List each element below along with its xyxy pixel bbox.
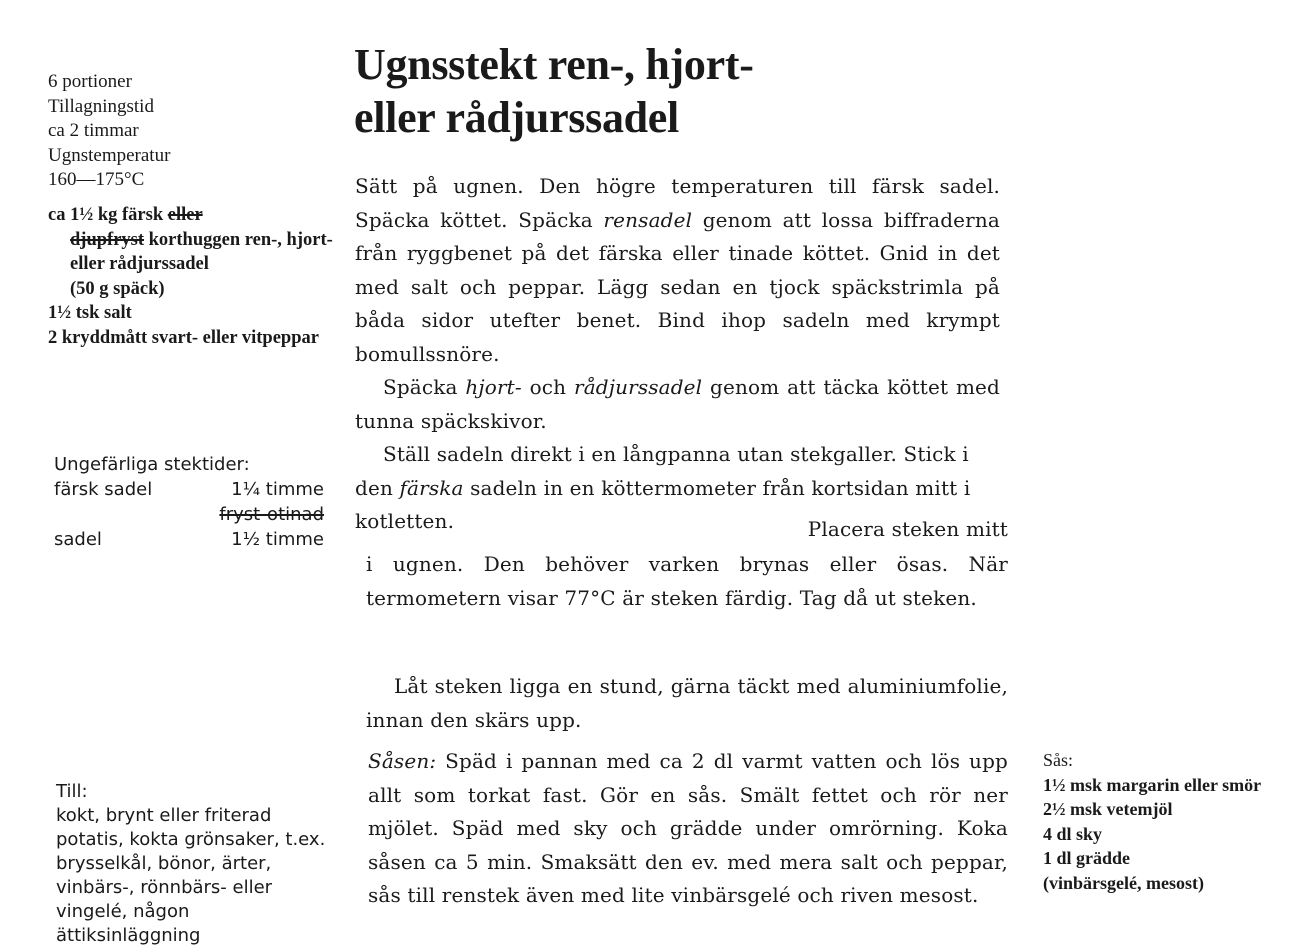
time-label: Tillagningstid xyxy=(48,95,154,117)
sauce-item: 2½ msk vetemjöl xyxy=(1043,799,1173,819)
time-value: ca 2 timmar xyxy=(48,120,139,141)
serve-with xyxy=(56,780,336,948)
ingredients-list xyxy=(48,203,333,350)
struck-text: eller xyxy=(167,205,203,225)
oven-label: Ugnstemperatur xyxy=(48,144,171,166)
time-row: sadel 1½ timme xyxy=(54,529,324,550)
ingredient-meat: ca 1½ kg färsk eller djupfryst korthuggen ren-, hjort- eller rådjurssadel xyxy=(48,205,333,274)
paragraph-rest: Låt steken ligga en stund, gärna täckt med aluminiumfolie, innan den skärs upp. xyxy=(366,674,1008,732)
oven-value: 160—175°C xyxy=(48,169,145,190)
sauce-item: 1 dl grädde xyxy=(1043,848,1131,868)
ingredient-salt: 1½ tsk salt xyxy=(48,303,132,323)
sauce-ingredients xyxy=(1043,748,1293,895)
paragraph-thermometer: Ställ sadeln direkt i en långpanna utan stekgaller. Stick i den färska sadeln in en köttermometer från kortsidan mitt i kotletten. xyxy=(355,442,971,533)
sauce-heading: Sås: xyxy=(1043,750,1074,770)
time-row xyxy=(54,502,324,527)
serve-text: kokt, brynt eller friterad potatis, kokta grönsaker, t.ex. brysselkål, bönor, ärter, vinbärs-, rönnbärs- eller vingelé, någon ättiksinläggning xyxy=(56,805,326,946)
sauce-item: 4 dl sky xyxy=(1043,823,1103,844)
paragraph-oven: i ugnen. Den behöver varken brynas eller ösas. När termometern visar 77°C är steken färdig. Tag då ut steken. xyxy=(366,552,1008,610)
paragraph-preparation: Sätt på ugnen. Den högre temperaturen till färsk sadel. Späcka köttet. Späcka rensadel genom att lossa biffraderna från ryggbenet på det färska eller tinade köttet. Gnid in det med salt och peppar. Lägg sedan en tjock späckstrimla på båda sidor utefter benet. Bind ihop sadeln med krympt bomullssnöre. Späcka hjort- och rådjurssadel genom att täcka köttet med tunna späckskivor. xyxy=(355,174,1000,433)
struck-text: djupfryst xyxy=(70,229,145,250)
sauce-item: 1½ msk margarin eller smör xyxy=(1043,774,1262,795)
paragraph-place-start: Placera steken mitt xyxy=(807,517,1008,541)
roasting-times xyxy=(54,452,339,552)
paragraph-sauce: Såsen: Späd i pannan med ca 2 dl varmt vatten och lös upp allt som torkat fast. Gör en sås. Smält fettet och rör ner mjölet. Späd med sky och grädde under omrörning. Koka såsen ca 5 min. Smaksätt den ev. med mera salt och peppar, sås till renstek även med lite vinbärsgelé och riven mesost. xyxy=(368,749,1008,907)
time-row: färsk sadel 1¼ timme xyxy=(54,479,324,500)
sauce-item: (vinbärsgelé, mesost) xyxy=(1043,872,1204,893)
struck-text: fryst-otinad xyxy=(219,504,324,525)
ingredient-lard: (50 g späck) xyxy=(70,278,165,299)
servings: 6 portioner xyxy=(48,71,132,92)
times-heading: Ungefärliga stektider: xyxy=(54,454,250,475)
serve-heading: Till: xyxy=(56,781,88,802)
ingredient-pepper: 2 kryddmått svart- eller vitpeppar xyxy=(48,327,319,348)
recipe-meta xyxy=(48,70,328,193)
page-title: Ugnsstekt ren-, hjort- eller rådjurssadel xyxy=(354,40,754,142)
